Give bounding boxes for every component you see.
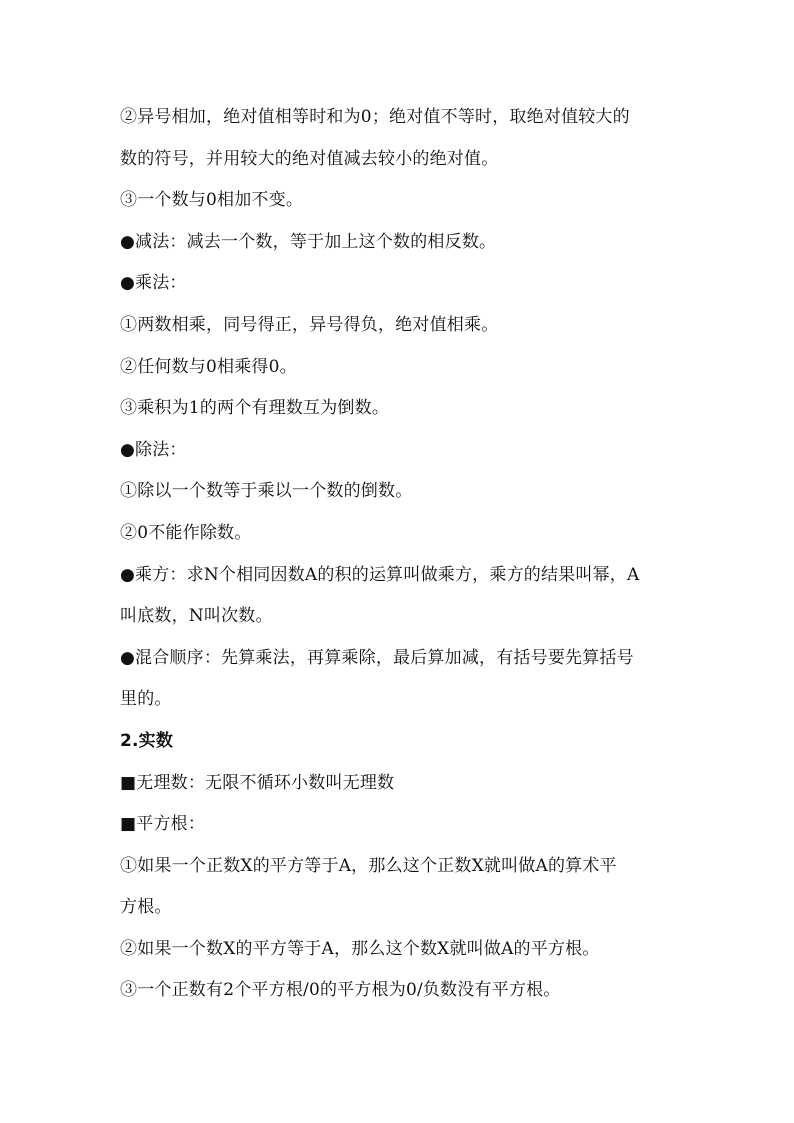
text-line: 数的符号，并用较大的绝对值减去较小的绝对值。: [120, 148, 499, 169]
text-line: ③一个正数有2个平方根/0的平方根为0/负数没有平方根。: [120, 980, 561, 1001]
text-line: ●混合顺序：先算乘法，再算乘除，最后算加减，有括号要先算括号: [120, 647, 634, 668]
document-body: [120, 97, 700, 1012]
text-line: ■平方根：: [120, 814, 206, 835]
text-line: 里的。: [120, 689, 172, 710]
text-line: ●乘方：求N个相同因数A的积的运算叫做乘方，乘方的结果叫幂，A: [120, 564, 640, 585]
text-line: ●除法：: [120, 439, 187, 460]
text-line: ①如果一个正数X的平方等于A，那么这个正数X就叫做A的算术平: [120, 855, 617, 876]
text-line: ②任何数与0相乘得0。: [120, 356, 297, 377]
text-line: ③乘积为1的两个有理数互为倒数。: [120, 398, 390, 419]
text-line: 叫底数，N叫次数。: [120, 606, 273, 627]
text-line: ②0不能作除数。: [120, 522, 252, 543]
text-line: ①除以一个数等于乘以一个数的倒数。: [120, 481, 413, 502]
text-line: 方根。: [120, 897, 172, 918]
text-line: ③一个数与0相加不变。: [120, 190, 304, 211]
text-line: ■无理数：无限不循环小数叫无理数: [120, 772, 395, 793]
section-heading: 2.实数: [120, 730, 174, 751]
text-line: ②异号相加，绝对值相等时和为0；绝对值不等时，取绝对值较大的: [120, 107, 630, 127]
text-line: ●减法：减去一个数，等于加上这个数的相反数。: [120, 231, 497, 252]
text-line: ②如果一个数X的平方等于A，那么这个数X就叫做A的平方根。: [120, 938, 600, 959]
text-line: ●乘法：: [120, 273, 187, 294]
text-line: ①两数相乘，同号得正，异号得负，绝对值相乘。: [120, 314, 499, 335]
